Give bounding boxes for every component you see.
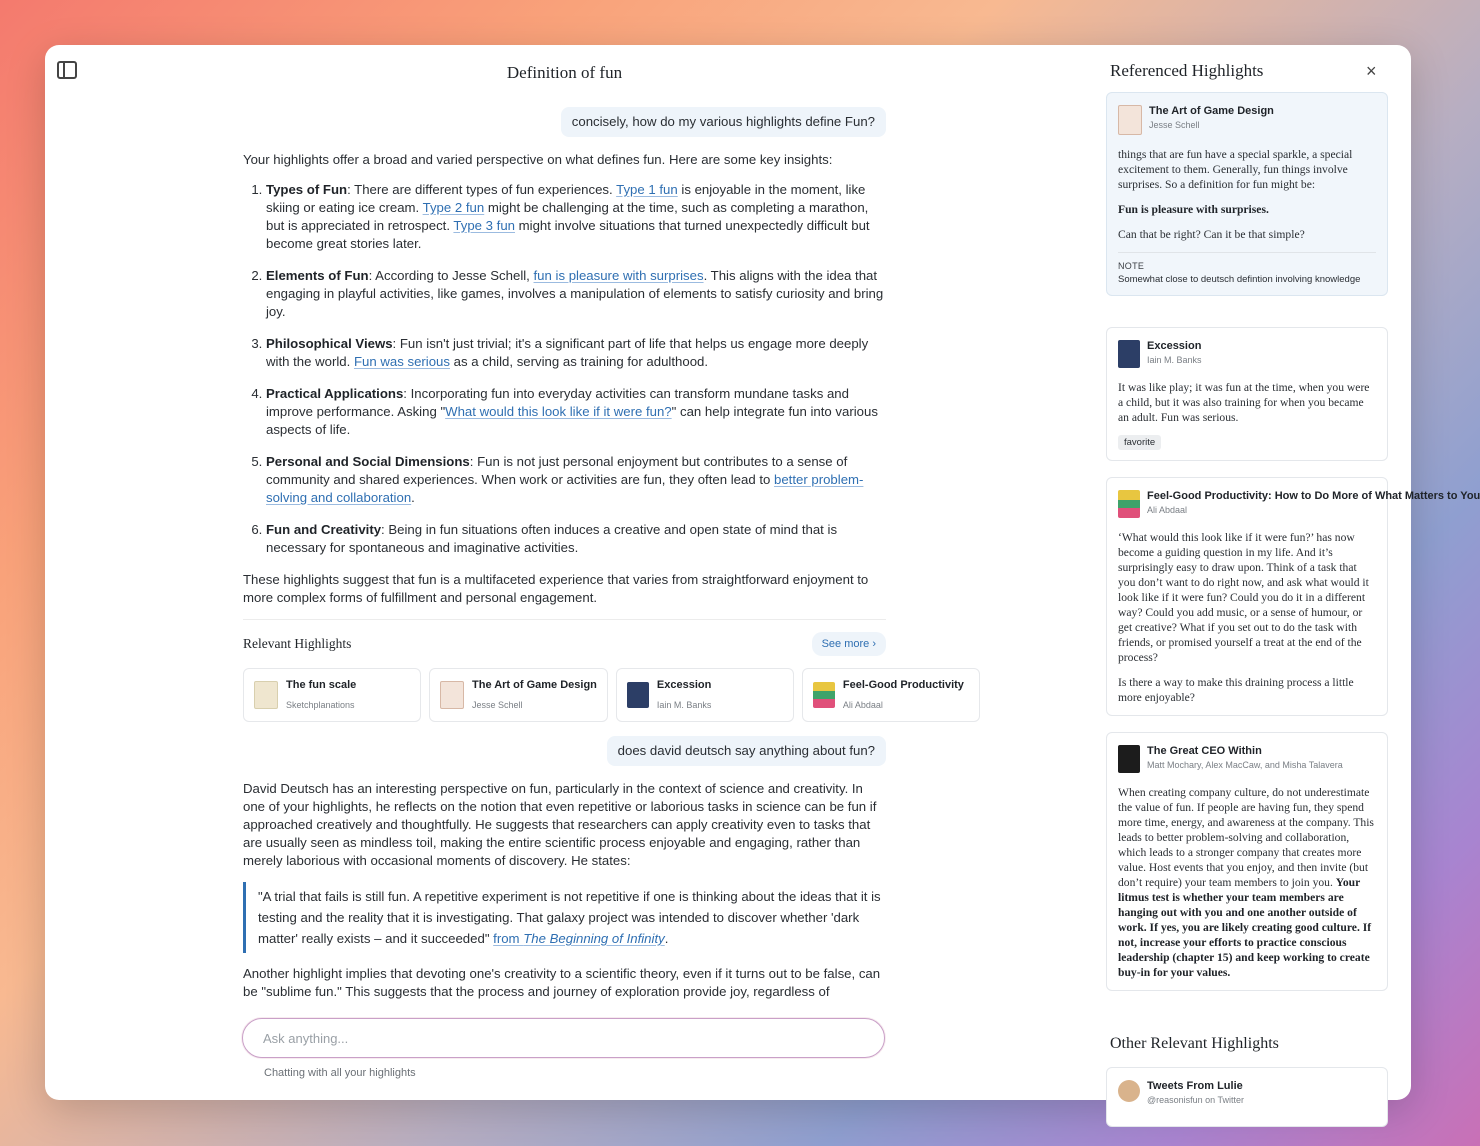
highlight-card[interactable]: Tweets From Lulie @reasonisfun on Twitter — [1106, 1067, 1388, 1127]
relevant-highlights-title: Relevant Highlights — [243, 636, 352, 651]
book-cover-icon — [1118, 745, 1140, 773]
citation-link[interactable]: Type 3 fun — [453, 218, 516, 233]
citation-link[interactable]: Fun was serious — [353, 354, 450, 369]
book-cover-icon — [440, 681, 464, 709]
assistant-deutsch: David Deutsch has an interesting perspective on fun, particularly in the context of science and creativity. In one of your highlights, he reflects on the notion that even repetitive or laborious tasks in science can be fun if approached creatively and thoughtfully. He suggests that researchers can apply creativity even to tasks that are usually seen as mindless toil, making the entire scientific process enjoyable and engaging, rather than merely laborious with occasional moments of discovery. He states: — [243, 781, 877, 868]
citation-link[interactable]: better problem-solving and collaboration — [266, 472, 864, 505]
list-item: 5. Personal and Social Dimensions: Fun is not just personal enjoyment but contributes to a sense of community and shared experiences. When work or activities are fun, they often lead to better problem-solving and collaboration. — [266, 453, 886, 507]
assistant-final: Another highlight implies that devoting one's creativity to a scientific theory, even if it turns out to be false, can be "sublime fun." This suggests that the process and journey of exploration provide joy, regardless of — [243, 966, 881, 999]
book-cover-icon — [1118, 340, 1140, 368]
assistant-intro: Your highlights offer a broad and varied perspective on what defines fun. Here are some key insights: — [243, 152, 833, 167]
highlight-card[interactable]: The Art of Game Design Jesse Schell things that are fun have a special sparkle, a special excitement to them. Generally, fun things involve surprises. So a definition for fun might be: Fun is pleasure with surprises. Can that be right? Can it be that simple? NOTE Somewhat close to deutsch defintion involving knowledge — [1106, 92, 1388, 296]
book-cover-icon — [813, 682, 835, 708]
chat-scope-status: Chatting with all your highlights — [264, 1067, 416, 1079]
highlight-card[interactable]: The Art of Game Design Jesse Schell — [429, 668, 608, 722]
panel-title: Referenced Highlights — [1110, 61, 1264, 80]
citation-link[interactable]: What would this look like if it were fun? — [445, 404, 672, 419]
citation-link[interactable]: fun is pleasure with surprises — [533, 268, 704, 283]
divider — [243, 619, 886, 620]
tag-badge[interactable]: favorite — [1118, 435, 1161, 450]
avatar — [1118, 1080, 1140, 1102]
highlight-card[interactable]: Feel-Good Productivity Ali Abdaal — [802, 668, 980, 722]
list-item: 4. Practical Applications: Incorporating fun into everyday activities can transform mundane tasks and improve performance. Asking "What would this look like if it were fun?" can help integrate fun into various aspects of life. — [266, 385, 886, 439]
list-item: 3. Philosophical Views: Fun isn't just trivial; it's a significant part of life that helps us engage more deeply with the world. Fun was serious as a child, serving as training for adulthood. — [266, 335, 886, 371]
page-title: Definition of fun — [506, 63, 623, 82]
referenced-highlights-panel — [1098, 45, 1480, 1105]
quote-source-link[interactable]: from The Beginning of Infinity — [493, 931, 665, 946]
book-cover-icon — [254, 681, 278, 709]
highlight-card[interactable]: Excession Iain M. Banks It was like play; it was fun at the time, when you were a child, but it was also training for when you became an adult. Fun was serious. favorite — [1106, 327, 1388, 461]
user-message: does david deutsch say anything about fun? — [243, 736, 886, 766]
assistant-summary: These highlights suggest that fun is a multifaceted experience that varies from straightforward enjoyment to more complex forms of fulfillment and personal engagement. — [243, 572, 869, 605]
highlight-card[interactable]: The Great CEO Within Matt Mochary, Alex MacCaw, and Misha Talavera When creating company culture, do not underestimate the value of fun. If people are having fun, they spend more time, energy, and awareness at the company. This leads to better problem-solving and collaboration, which leads to a stronger company that creates more value. Host events that you enjoy, and then invite (but don’t require) your team members to join you. Your litmus test is whether your team members are hanging out with you and one another outside of work. If yes, you are likely creating good culture. If not, increase your efforts to practice conscious leadership (chapter 15) and keep working to create buy-in for your values. — [1106, 732, 1388, 991]
citation-link[interactable]: Type 2 fun — [422, 200, 485, 215]
list-item: 2. Elements of Fun: According to Jesse Schell, fun is pleasure with surprises. This aligns with the idea that engaging in playful activities, like games, involves a manipulation of elements to satisfy curiosity and bring joy. — [266, 267, 886, 321]
relevant-highlights-header — [243, 632, 886, 656]
ask-input[interactable]: Ask anything... — [242, 1018, 885, 1058]
quote-block: "A trial that fails is still fun. A repetitive experiment is not repetitive if one is thinking about the ideas that it is testing and the reality that it is investigating. That galaxy project was intended to discover whether 'dark matter' really exists – and it succeeded" from The Beginning of Infinity. — [243, 882, 886, 953]
other-highlights-title: Other Relevant Highlights — [1110, 1035, 1279, 1052]
list-item: 6. Fun and Creativity: Being in fun situations often induces a creative and open state of mind that is necessary for spontaneous and imaginative activities. — [266, 521, 886, 557]
citation-link[interactable]: Type 1 fun — [616, 182, 678, 197]
book-cover-icon — [1118, 490, 1140, 518]
sidebar-toggle-icon[interactable] — [57, 61, 77, 79]
book-cover-icon — [1118, 105, 1142, 135]
insights-list — [243, 181, 886, 557]
user-message: concisely, how do my various highlights define Fun? — [243, 107, 886, 137]
close-icon[interactable]: × — [1366, 61, 1377, 81]
highlight-card[interactable]: Excession Iain M. Banks — [616, 668, 794, 722]
book-cover-icon — [627, 682, 649, 708]
highlight-card[interactable]: Feel-Good Productivity: How to Do More of What Matters to You Ali Abdaal ‘What would this look like if it were fun?’ has now become a guiding question in my life. And it’s surprisingly easy to draw upon. Think of a task that you don’t want to do right now, and ask what would it look like if it were fun? Could you do it in a different way? Could you add music, or a sense of humour, or get creative? What if you set out to do the task with friends, or promised yourself a treat at the end of the process? Is there a way to make this draining process a little more enjoyable? — [1106, 477, 1388, 716]
app-window — [45, 45, 1480, 1105]
list-item: 1. Types of Fun: There are different types of fun experiences. Type 1 fun is enjoyable in the moment, like skiing or eating ice cream. Type 2 fun might be challenging at the time, such as completing a marathon, but is appreciated in retrospect. Type 3 fun might involve situations that turned unexpectedly difficult but become great stories later. — [266, 181, 886, 253]
highlight-cards — [243, 668, 964, 722]
chat-thread[interactable] — [243, 105, 964, 1015]
see-more-button[interactable]: See more › — [812, 632, 886, 656]
note: NOTE Somewhat close to deutsch defintion involving knowledge — [1118, 252, 1376, 285]
highlight-card[interactable]: The fun scale Sketchplanations — [243, 668, 421, 722]
